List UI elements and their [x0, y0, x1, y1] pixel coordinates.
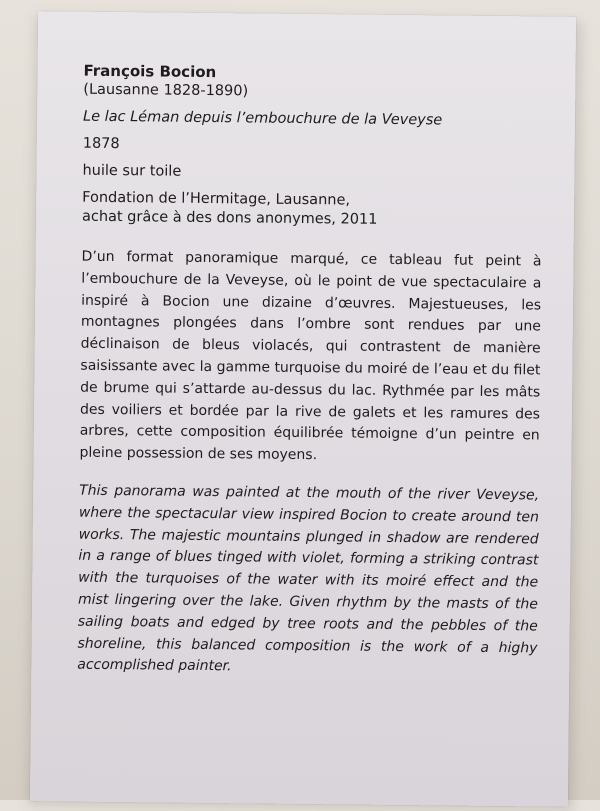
- artwork-year: 1878: [82, 135, 120, 153]
- label-content: [77, 62, 543, 682]
- description-french: D’un format panoramique marqué, ce tableau fut peint à l’embouchure de la Veveyse, où le point de vue spectaculaire a inspiré à Bocion une dizaine d’œuvres. Majestueuses, les montagnes plongées dans l’ombre sont rendues par une déclinaison de bleus violacés, qui contrastent de manière saisissante avec la gamme turquoise du moiré de l’eau et du filet de brume qui s’attarde au-dessus du lac. Rythmée par les mâts des voiliers et bordée par la rive de galets et les ramures des arbres, cette composition équilibrée témoigne d’un peintre en pleine possession de ses moyens.: [79, 248, 542, 464]
- artwork-medium: huile sur toile: [82, 162, 182, 180]
- artwork-title: Le lac Léman depuis l’embouchure de la Veveyse: [82, 108, 443, 129]
- credit-line-1: Fondation de l’Hermitage, Lausanne,: [82, 189, 351, 209]
- description-english: This panorama was painted at the mouth of the river Veveyse, where the spectacular view inspired Bocion to create around ten works. The majestic mountains plunged in shadow are rendered in a range of blues tinged with violet, forming a striking contrast with the turquoises of the water with its moiré effect and the mist lingering over the lake. Given rhythm by the masts of the sailing boats and edged by tree roots and the pebbles of the shoreline, this balanced composition is the work of a highy accomplished painter.: [77, 482, 540, 675]
- museum-label-card: [30, 11, 576, 807]
- credit-line-2: achat grâce à des dons anonymes, 2011: [81, 208, 378, 228]
- artist-name: François Bocion: [83, 61, 217, 82]
- label-meta: [82, 81, 544, 232]
- artist-life: (Lausanne 1828-1890): [83, 81, 249, 100]
